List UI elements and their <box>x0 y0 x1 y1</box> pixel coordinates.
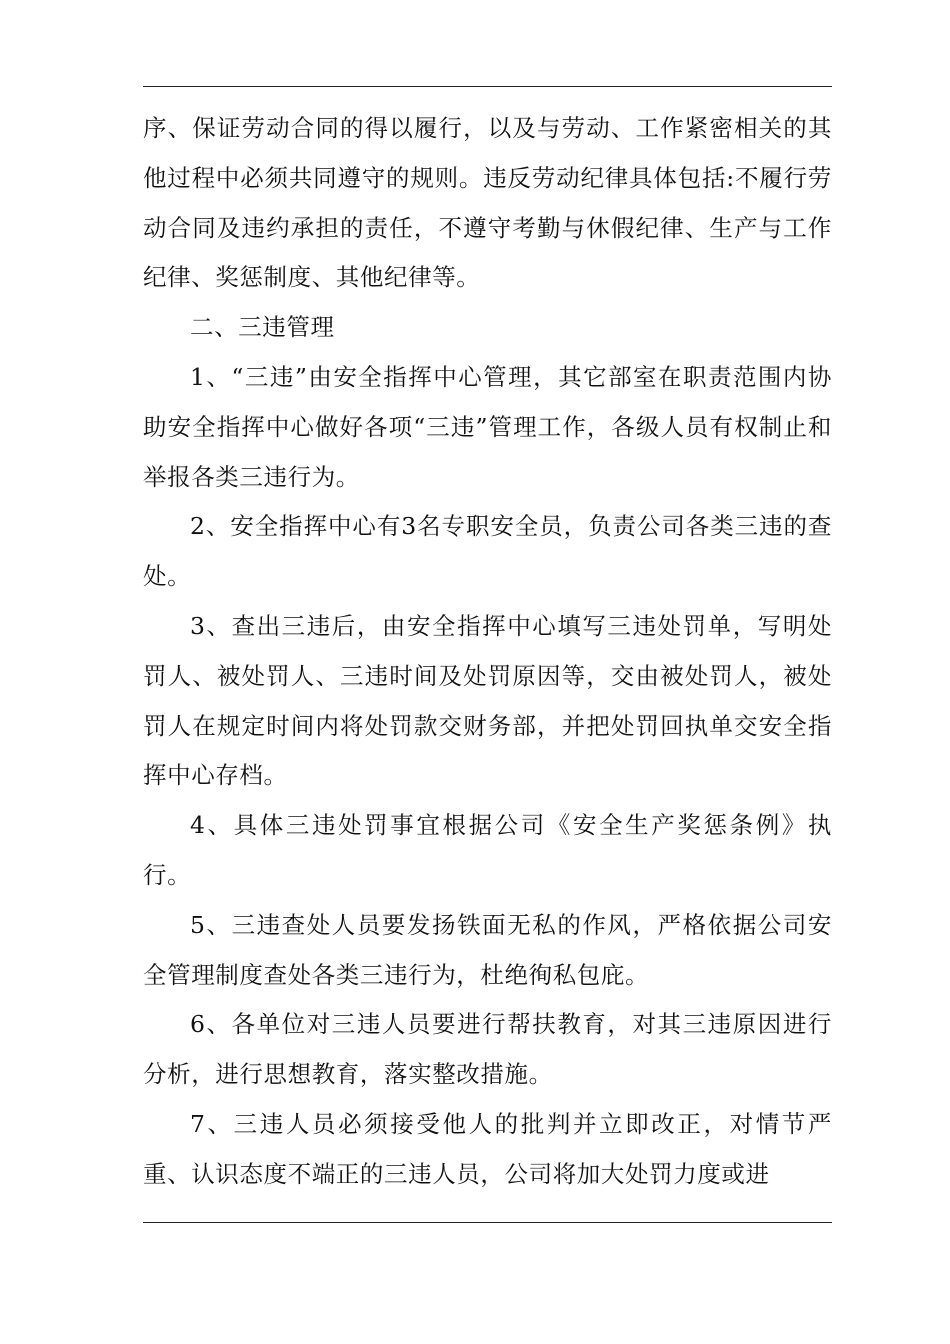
paragraph-item-5: 5、三违查处人员要发扬铁面无私的作风，严格依据公司安全管理制度查处各类三违行为，杜绝徇私包庇。 <box>143 910 832 989</box>
paragraph-item-1: 1、“三违”由安全指挥中心管理，其它部室在职责范围内协助安全指挥中心做好各项“三违”管理工作，各级人员有权制止和举报各类三违行为。 <box>143 362 832 491</box>
paragraph-item-6: 6、各单位对三违人员要进行帮扶教育，对其三违原因进行分析，进行思想教育，落实整改措施。 <box>143 1010 832 1089</box>
section-heading: 二、三违管理 <box>190 313 335 342</box>
paragraph-item-7: 7、三违人员必须接受他人的批判并立即改正，对情节严重、认识态度不端正的三违人员，公司将加大处罚力度或进 <box>143 1109 832 1188</box>
paragraph-item-2: 2、安全指挥中心有3名专职安全员，负责公司各类三违的查处。 <box>143 512 832 591</box>
footer-rule <box>143 1222 832 1223</box>
document-body <box>143 104 832 1200</box>
paragraph-item-4: 4、具体三违处罚事宜根据公司《安全生产奖惩条例》执行。 <box>143 811 832 889</box>
header-rule <box>143 86 832 87</box>
paragraph-item-3: 3、查出三违后，由安全指挥中心填写三违处罚单，写明处罚人、被处罚人、三违时间及处罚原因等，交由被处罚人，被处罚人在规定时间内将处罚款交财务部，并把处罚回执单交安全指挥中心存档。 <box>143 611 832 790</box>
paragraph-continuation: 序、保证劳动合同的得以履行，以及与劳动、工作紧密相关的其他过程中必须共同遵守的规则。违反劳动纪律具体包括:不履行劳动合同及违约承担的责任，不遵守考勤与休假纪律、生产与工作纪律、奖惩制度、其他纪律等。 <box>143 114 832 292</box>
